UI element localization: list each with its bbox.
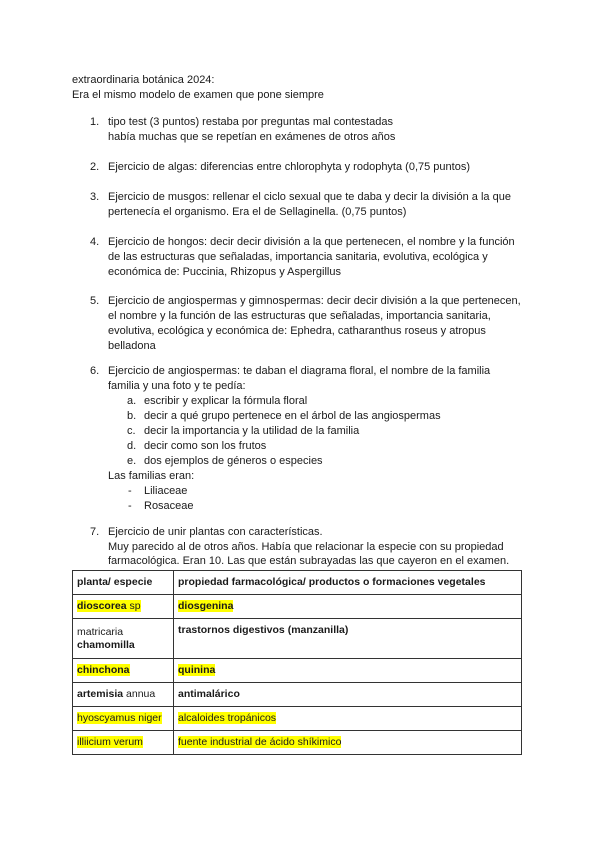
bullet-dash: - [128, 485, 132, 497]
column-header-species: planta/ especie [73, 571, 174, 595]
document-subtitle: Era el mismo modelo de examen que pone siempre [72, 89, 324, 101]
list-text: pertenecía el organismo. Era el de Sellaginella. (0,75 puntos) [108, 206, 407, 218]
sublist-marker: e. [127, 455, 137, 467]
sublist-text: escribir y explicar la fórmula floral [144, 395, 308, 407]
bullet-dash: - [128, 500, 132, 512]
list-text: tipo test (3 puntos) restaba por preguntas mal contestadas [108, 116, 393, 128]
property-cell: alcaloides tropánicos [178, 712, 277, 724]
species-cell: illiicium verum [77, 736, 143, 748]
list-text: belladona [108, 340, 156, 352]
pharmacology-table [72, 570, 522, 755]
table-row [73, 659, 522, 683]
list-text: Muy parecido al de otros años. Había que relacionar la especie con su propiedad [108, 541, 504, 553]
sublist-marker: a. [127, 395, 137, 407]
sublist-text: decir a qué grupo pertenece en el árbol de las angiospermas [144, 410, 441, 422]
property-cell: quinina [178, 664, 216, 676]
list-text: evolutiva, ecológica y económica de: Ephedra, catharanthus roseus y atropus [108, 325, 486, 337]
list-number: 1. [90, 116, 100, 128]
families-label: Las familias eran: [108, 470, 195, 482]
property-cell: fuente industrial de ácido shíkimico [178, 736, 342, 748]
sublist-text: decir como son los frutos [144, 440, 267, 452]
list-number: 7. [90, 526, 100, 538]
list-text: de las estructuras que señaladas, importancia sanitaria, evolutiva, ecológica y [108, 251, 488, 263]
sublist-marker: d. [127, 440, 137, 452]
list-text: Ejercicio de algas: diferencias entre chlorophyta y rodophyta (0,75 puntos) [108, 161, 470, 173]
table-row [73, 707, 522, 731]
list-text: Ejercicio de angiospermas y gimnospermas: decir decir división a la que pertenecen, [108, 295, 521, 307]
document-title: extraordinaria botánica 2024: [72, 74, 215, 86]
family-name: Rosaceae [144, 500, 194, 512]
table-header-row [73, 571, 522, 595]
table-row [73, 619, 522, 659]
sublist-marker: c. [127, 425, 136, 437]
species-cell: matricaria chamomilla [73, 619, 174, 659]
species-cell: dioscorea sp [77, 600, 141, 612]
list-text: Ejercicio de hongos: decir decir división a la que pertenecen, el nombre y la función [108, 236, 515, 248]
property-cell: trastornos digestivos (manzanilla) [178, 624, 349, 636]
sublist-text: dos ejemplos de géneros o especies [144, 455, 323, 467]
list-text: Ejercicio de unir plantas con características. [108, 526, 323, 538]
table-row [73, 731, 522, 755]
table-row [73, 683, 522, 707]
list-text: había muchas que se repetían en exámenes de otros años [108, 131, 396, 143]
list-text: familia y una foto y te pedía: [108, 380, 246, 392]
list-number: 3. [90, 191, 100, 203]
list-number: 6. [90, 365, 100, 377]
list-text: el nombre y la función de las estructuras que señaladas, importancia sanitaria, [108, 310, 491, 322]
property-cell: antimalárico [178, 688, 240, 700]
sublist-text: decir la importancia y la utilidad de la familia [144, 425, 360, 437]
list-number: 4. [90, 236, 100, 248]
list-text: Ejercicio de angiospermas: te daban el diagrama floral, el nombre de la familia [108, 365, 491, 377]
list-text: Ejercicio de musgos: rellenar el ciclo sexual que te daba y decir la división a la que [108, 191, 511, 203]
species-cell: hyoscyamus niger [77, 712, 162, 724]
species-cell: chinchona [77, 664, 130, 676]
property-cell: diosgenina [178, 600, 234, 612]
list-number: 5. [90, 295, 100, 307]
family-name: Liliaceae [144, 485, 188, 497]
sublist-marker: b. [127, 410, 137, 422]
column-header-property: propiedad farmacológica/ productos o formaciones vegetales [174, 571, 522, 595]
table-row [73, 595, 522, 619]
list-number: 2. [90, 161, 100, 173]
list-text: económica de: Puccinia, Rhizopus y Aspergillus [108, 266, 341, 278]
list-text: farmacológica. Eran 10. Las que están subrayadas las que cayeron en el examen. [108, 555, 510, 567]
species-cell: artemisia annua [73, 683, 174, 707]
